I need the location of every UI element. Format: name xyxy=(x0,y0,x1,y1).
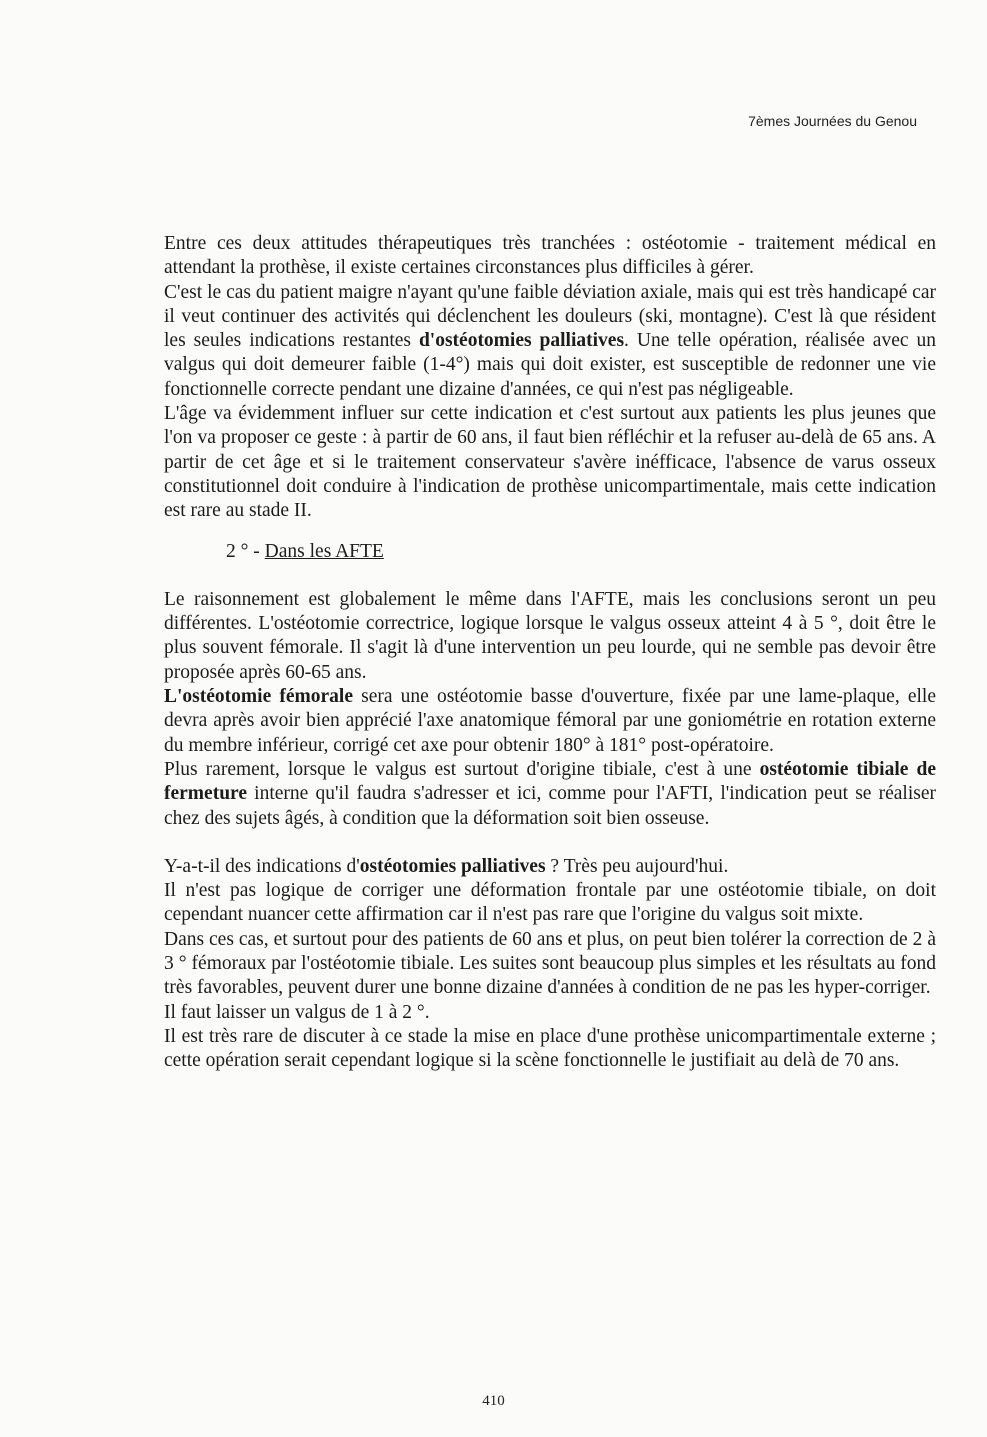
paragraph-1: Entre ces deux attitudes thérapeutiques très tranchées : ostéotomie - traitement médical en attendant la prothèse, il existe certaines circonstances plus difficiles à gérer. xyxy=(164,233,936,279)
paragraph-9: Dans ces cas, et surtout pour des patients de 60 ans et plus, on peut bien tolérer la correction de 2 à 3 ° fémoraux par l'ostéotomie tibiale. Les suites sont beaucoup plus simples et les résultats au fond très favorables, peuvent durer une bonne dizaine d'années à condition de ne pas les hyper-corriger. xyxy=(164,928,936,999)
paragraph-5-bold: L'ostéotomie fémorale xyxy=(164,686,353,708)
subheading-title: Dans les AFTE xyxy=(264,540,384,562)
paragraph-6-text-a: Plus rarement, lorsque le valgus est surtout d'origine tibiale, c'est à une xyxy=(164,758,760,780)
paragraph-7-text-c: ? Très peu aujourd'hui. xyxy=(545,855,729,877)
subheading-number: 2 ° - xyxy=(226,540,265,562)
section-subheading xyxy=(164,540,936,564)
paragraph-4: Le raisonnement est globalement le même dans l'AFTE, mais les conclusions seront un peu différentes. L'ostéotomie correctrice, logique lorsque le valgus osseux atteint 4 à 5 °, doit être le plus souvent fémorale. Il s'agit là d'une intervention un peu lourde, qui ne semble pas devoir être proposée après 60-65 ans. xyxy=(164,588,936,683)
paragraph-7-text-a: Y-a-t-il des indications d' xyxy=(164,855,360,877)
paragraph-2-text-c: . Une telle opération, réalisée avec un valgus qui doit demeurer faible (1-4°) mais qui doit exister, est susceptible de redonner une vie fonctionnelle correcte pendant une dizaine d'années, ce qui n'est pas négligeable. xyxy=(164,330,936,400)
paragraph-7 xyxy=(164,855,936,879)
paragraph-6 xyxy=(164,758,936,831)
paragraph-7-bold: ostéotomies palliatives xyxy=(359,855,546,877)
paragraph-5 xyxy=(164,685,936,758)
paragraph-10: Il faut laisser un valgus de 1 à 2 °. xyxy=(164,1001,430,1023)
paragraph-5-text: sera une ostéotomie basse d'ouverture, fixée par une lame-plaque, elle devra après avoir bien apprécié l'axe anatomique fémoral par une goniométrie en rotation externe du membre inférieur, corrigé cet axe pour obtenir 180° à 181° post-opératoire. xyxy=(164,686,936,756)
paragraph-6-text-c: interne qu'il faudra s'adresser et ici, comme pour l'AFTI, l'indication peut se réaliser chez des sujets âgés, à condition que la déformation soit bien osseuse. xyxy=(164,783,936,829)
paragraph-2-text-a: C'est le cas du patient maigre n'ayant qu'une faible déviation axiale, mais qui est très handicapé car il veut continuer des activités qui déclenchent les douleurs (ski, montagne). C'est là que résident les seules indications restantes xyxy=(164,281,936,352)
paragraph-2-bold: d'ostéotomies palliatives xyxy=(418,330,625,352)
paragraph-8: Il n'est pas logique de corriger une déformation frontale par une ostéotomie tibiale, on doit cependant nuancer cette affirmation car il n'est pas rare que l'origine du valgus soit mixte. xyxy=(164,880,936,926)
running-header: 7èmes Journées du Genou xyxy=(748,113,917,129)
page-number: 410 xyxy=(482,1393,505,1409)
paragraph-6-bold: ostéotomie tibiale de fermeture xyxy=(164,758,936,805)
paragraph-2 xyxy=(164,281,936,402)
paragraph-11: Il est très rare de discuter à ce stade la mise en place d'une prothèse unicompartimentale externe ; cette opération serait cependant logique si la scène fonctionnelle le justifiait au delà de 70 ans. xyxy=(164,1025,936,1072)
body-text xyxy=(164,232,936,1074)
paragraph-3: L'âge va évidemment influer sur cette indication et c'est surtout aux patients les plus jeunes que l'on va proposer ce geste : à partir de 60 ans, il faut bien réfléchir et la refuser au-delà de 65 ans. A partir de cet âge et si le traitement conservateur s'avère inéfficace, l'absence de varus osseux constitutionnel doit conduire à l'indication de prothèse unicompartimentale, mais cette indication est rare au stade II. xyxy=(164,403,936,522)
